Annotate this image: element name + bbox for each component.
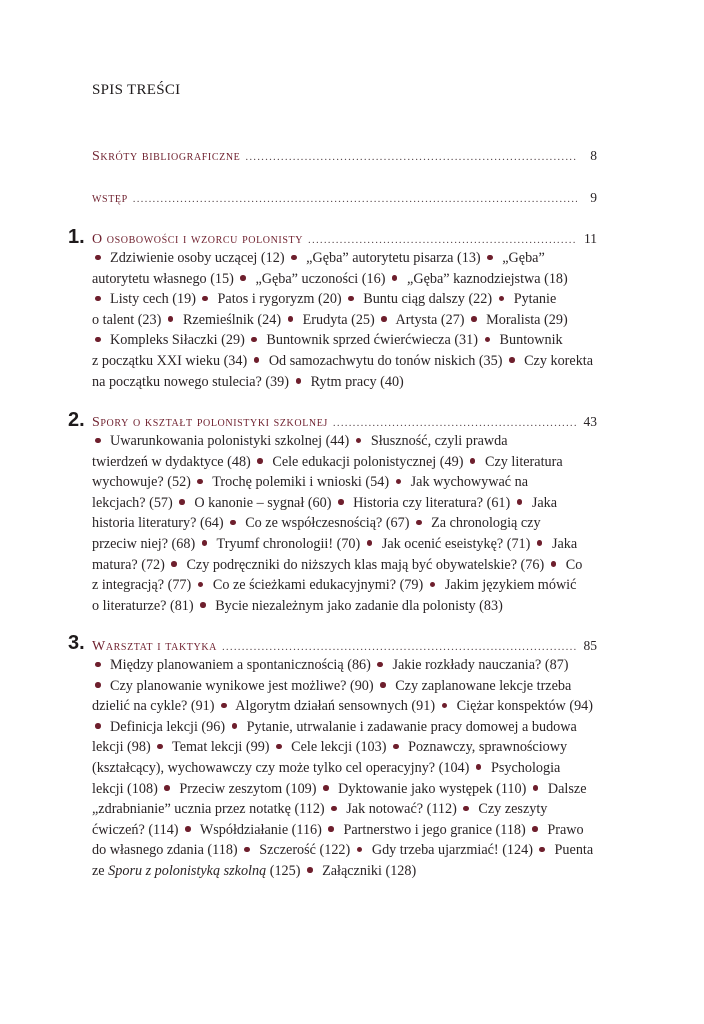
topic-line: o talent (23) Rzemieślnik (24) Erudyta (25) Artysta (27) Moralista (29) [92,311,568,328]
bullet-icon [442,703,448,709]
bullet-icon [533,785,539,791]
bullet-icon [168,316,174,322]
bullet-icon [291,255,297,261]
bullet-icon [202,296,208,302]
bullet-icon [499,296,505,302]
bullet-icon [328,826,334,832]
topic-line: przeciw niej? (68) Tryumf chronologii! (70) Jak ocenić eseistykę? (71) Jaka [92,535,578,552]
bullet-icon [307,867,313,873]
chapter-number: 3. [68,632,85,654]
bullet-icon [463,806,469,812]
bullet-icon [471,316,477,322]
bullet-icon [380,682,386,688]
bullet-icon [95,296,101,302]
bullet-icon [157,744,163,750]
toc-entry-page: 8 [590,148,597,163]
topic-line: Między planowaniem a spontanicznością (86) Jakie rozkłady nauczania? (87) [92,655,604,676]
topic-line: Definicja lekcji (96) Pytanie, utrwalanie i zadawanie pracy domowej a budowa [92,717,604,738]
bullet-icon [393,744,399,750]
toc-entry-wstep[interactable] [92,189,597,208]
bullet-icon [95,438,101,444]
bullet-icon [356,438,362,444]
topic-line: historia literatury? (64) Co ze współczesnością? (67) Za chronologią czy [92,515,541,532]
toc-entry-label: wstęp [92,191,128,206]
bullet-icon [539,847,545,853]
topic-line: Listy cech (19) Patos i rygoryzm (20) Buntu ciąg dalszy (22) Pytanie [92,289,604,310]
topic-line: Uwarunkowania polonistyki szkolnej (44) Słuszność, czyli prawda [92,431,604,452]
bullet-icon [257,458,263,464]
bullet-icon [470,458,476,464]
bullet-icon [357,847,363,853]
bullet-icon [296,378,302,384]
bullet-icon [416,520,422,526]
toc-chapter-1[interactable] [92,230,597,249]
bullet-icon [200,602,206,608]
toc-entry-page: 9 [590,190,597,205]
topic-line: Kompleks Siłaczki (29) Buntownik sprzed ćwierćwiecza (31) Buntownik [92,330,604,351]
topic-line: dzielić na cykle? (91) Algorytm działań sensownych (91) Ciężar konspektów (94) [92,698,593,715]
bullet-icon [232,723,238,729]
bullet-icon [348,296,354,302]
chapter-title: Warsztat i taktyka [92,639,217,654]
chapter-page: 11 [584,231,597,246]
toc-entry-skroty[interactable] [92,147,597,166]
topic-line: ćwiczeń? (114) Współdziałanie (116) Partnerstwo i jego granice (118) Prawo [92,821,584,838]
bullet-icon [95,255,101,261]
chapter-title: O osobowości i wzorcu polonisty [92,232,304,247]
bullet-icon [95,337,101,343]
chapter-page: 85 [583,638,597,653]
topic-line: lekcji (98) Temat lekcji (99) Cele lekcji (103) Poznawczy, sprawnościowy [92,739,568,756]
bullet-icon [244,847,250,853]
topic-line: lekcji (108) Przeciw zeszytom (109) Dyktowanie jako występek (110) Dalsze [92,780,587,797]
bullet-icon [95,723,101,729]
bullet-icon [537,540,543,546]
topic-line: z początku XXI wieku (34) Od samozachwytu do tonów niskich (35) Czy korekta [92,352,594,369]
topic-line: Zdziwienie osoby uczącej (12) „Gęba” autorytetu pisarza (13) „Gęba” [92,248,604,269]
bullet-icon [485,337,491,343]
bullet-icon [95,662,101,668]
page-title: SPIS TREŚCI [92,82,181,98]
dot-leader [245,148,577,166]
topic-line: o literaturze? (81) Bycie niezależnym jako zadanie dla polonisty (83) [92,597,503,614]
toc-entry-label: Skróty bibliograficzne [92,149,241,164]
topic-line: do własnego zdania (118) Szczerość (122) Gdy trzeba ujarzmiać! (124) Puenta [92,842,594,859]
bullet-icon [221,703,227,709]
bullet-icon [430,582,436,588]
topic-line: z integracją? (77) Co ze ścieżkami edukacyjnymi? (79) Jakim językiem mówić [92,577,577,594]
bullet-icon [198,582,204,588]
topic-line: wychowuje? (52) Trochę polemiki i wnioski (54) Jak wychowywać na [92,474,529,491]
dot-leader [333,414,577,432]
bullet-icon [240,275,246,281]
bullet-icon [396,479,402,485]
bullet-icon [179,499,185,505]
toc-chapter-2[interactable] [92,413,597,432]
bullet-icon [171,561,177,567]
topic-line: na początku nowego stulecia? (39) Rytm pracy (40) [92,373,404,390]
dot-leader [308,231,577,249]
bullet-icon [288,316,294,322]
chapter-number: 2. [68,409,85,431]
chapter-topics [92,655,604,882]
bullet-icon [251,337,257,343]
bullet-icon [185,826,191,832]
chapter-number: 1. [68,226,85,248]
toc-chapter-3[interactable] [92,637,597,656]
bullet-icon [392,275,398,281]
bullet-icon [517,499,523,505]
bullet-icon [532,826,538,832]
topic-line: „zdrabnianie” ucznia przez notatkę (112) Jak notować? (112) Czy zeszyty [92,801,548,818]
bullet-icon [381,316,387,322]
bullet-icon [338,499,344,505]
bullet-icon [276,744,282,750]
topic-line: twierdzeń w dydaktyce (48) Cele edukacji polonistycznej (49) Czy literatura [92,453,563,470]
topic-line: Czy planowanie wynikowe jest możliwe? (90) Czy zaplanowane lekcje trzeba [92,676,604,697]
topic-line: ze Sporu z polonistyką szkolną (125) Załączniki (128) [92,862,417,879]
bullet-icon [95,682,101,688]
topic-line: (kształcący), wychowawczy czy może tylko cel operacyjny? (104) Psychologia [92,759,561,776]
bullet-icon [197,479,203,485]
bullet-icon [377,662,383,668]
bullet-icon [202,540,208,546]
chapter-title: Spory o kształt polonistyki szkolnej [92,415,328,430]
bullet-icon [476,764,482,770]
bullet-icon [164,785,170,791]
bullet-icon [509,357,515,363]
bullet-icon [551,561,557,567]
dot-leader [222,638,577,656]
topic-line: lekcjach? (57) O kanonie – sygnał (60) Historia czy literatura? (61) Jaka [92,494,558,511]
bullet-icon [367,540,373,546]
chapter-topics [92,248,604,392]
bullet-icon [331,806,337,812]
chapter-topics [92,431,604,616]
bullet-icon [230,520,236,526]
topic-line: autorytetu własnego (15) „Gęba” uczoności (16) „Gęba” kaznodziejstwa (18) [92,270,568,287]
chapter-page: 43 [583,414,597,429]
dot-leader [133,190,577,208]
bullet-icon [487,255,493,261]
topic-line: matura? (72) Czy podręczniki do niższych klas mają być obywatelskie? (76) Co [92,556,583,573]
bullet-icon [323,785,329,791]
bullet-icon [254,357,260,363]
